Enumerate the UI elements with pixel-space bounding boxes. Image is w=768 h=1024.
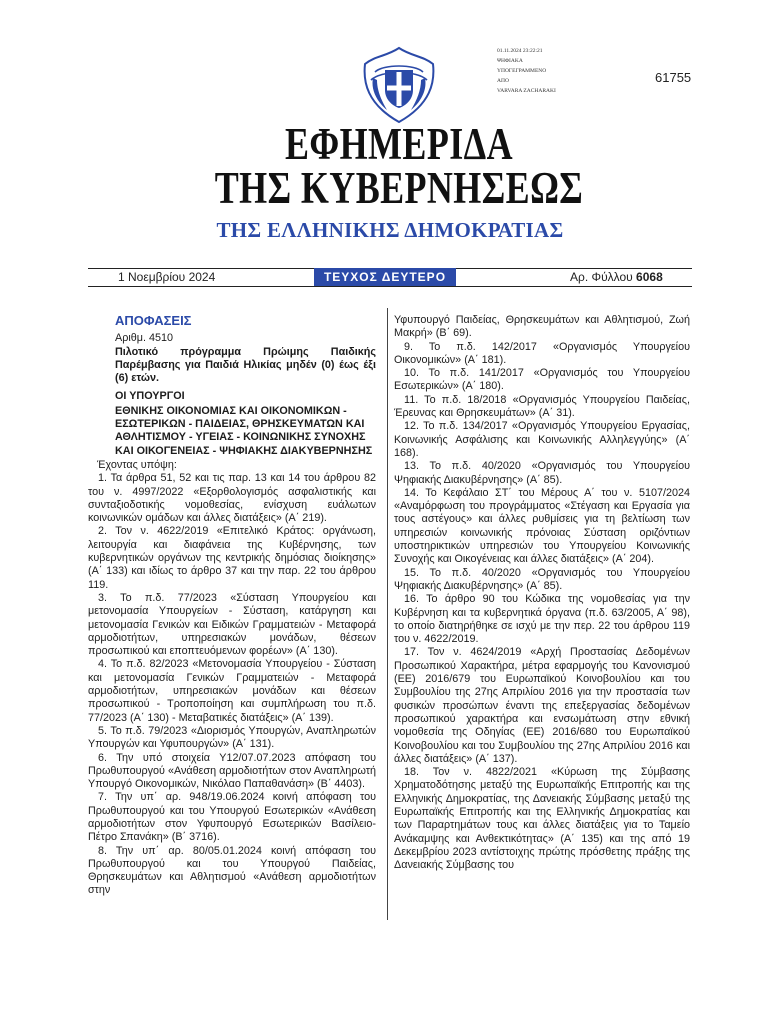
preamble-paragraph: 7. Την υπ΄ αρ. 948/19.06.2024 κοινή απόφαση του Πρωθυπουργού και του Υπουργού Εσωτερικών «Ανάθεση αρμοδιοτήτων στον Υφυπουργό Εσωτερικών Βασίλειο-Πέτρο Σπανάκη» (Β΄ 3716). (88, 791, 376, 844)
sheet-label: Αρ. Φύλλου (570, 270, 633, 284)
right-column (394, 314, 690, 872)
sheet-number (570, 270, 663, 284)
section-heading: ΑΠΟΦΑΣΕΙΣ (115, 313, 192, 328)
signature-line: ΨΗΦΙΑΚΑ (497, 58, 523, 64)
preamble-paragraph: 17. Τον ν. 4624/2019 «Αρχή Προστασίας Δεδομένων Προσωπικού Χαρακτήρα, μέτρα εφαρμογής του Κανονισμού (ΕΕ) 2016/679 του Ευρωπαϊκού Κοινοβουλίου και του Συμβουλίου της 27ης Απριλίου 2016 για την προστασία των φυσικών προσώπων έναντι της επεξεργασίας δεδομένων προσωπικού χαρακτήρα και ενσωμάτωση στην εθνική νομοθεσία της Οδηγίας (ΕΕ) 2016/680 του Ευρωπαϊκού Κοινοβουλίου και του Συμβουλίου της 27ης Απριλίου 2016 και άλλες διατάξεις» (Α΄ 137). (394, 646, 690, 765)
gazette-title-line-2: ΤΗΣ ΚΥΒΕΡΝΗΣΕΩΣ (214, 163, 584, 213)
decision-title: Πιλοτικό πρόγραμμα Πρώιμης Παιδικής Παρέμβασης για Παιδιά Ηλικίας μηδέν (0) έως έξι (6) ετών. (115, 345, 376, 385)
issue-date: 1 Νοεμβρίου 2024 (118, 270, 216, 284)
page-number: 61755 (655, 70, 692, 85)
column-divider (387, 308, 388, 920)
preamble-paragraph: 9. Το π.δ. 142/2017 «Οργανισμός Υπουργείου Οικονομικών» (Α΄ 181). (394, 340, 690, 366)
preamble-paragraph: 14. Το Κεφάλαιο ΣΤ΄ του Μέρους Α΄ του ν. 5107/2024 «Αναμόρφωση του προγράμματος «Στέγαση και Εργασία για τους αστέγους» και άλλες ρυθμίσεις για τη βελτίωση των υπηρεσιών κοινωνικής πρόνοιας Σύσταση οριζόντιων υποστηρικτικών υπηρεσιών του Υπουργείου Κοινωνικής Συνοχής και Οικογένειας και άλλες διατάξεις» (Α΄ 204). (394, 486, 690, 566)
preamble-paragraph: 3. Το π.δ. 77/2023 «Σύσταση Υπουργείου και μετονομασία Υπουργείων - Σύσταση, κατάργηση και μετονομασία Γενικών και Ειδικών Γραμματειών - Μεταφορά αρμοδιοτήτων, υπηρεσιακών μονάδων, θέσεων προσωπικού και εποπτευόμενων φορέων» (Α΄ 130). (88, 591, 376, 658)
preamble-paragraph: 6. Την υπό στοιχεία Υ12/07.07.2023 απόφαση του Πρωθυπουργού «Ανάθεση αρμοδιοτήτων στον Αναπληρωτή Υπουργό Οικονομικών, Νικόλαο Παπαθανάση» (Β΄ 4403). (88, 751, 376, 791)
preamble-paragraph: 12. Το π.δ. 134/2017 «Οργανισμός Υπουργείου Εργασίας, Κοινωνικής Ασφάλισης και Κοινωνικής Αλληλεγγύης» (Α΄ 168). (394, 420, 690, 459)
preamble-paragraph: 13. Το π.δ. 40/2020 «Οργανισμός του Υπουργείου Ψηφιακής Διακυβέρνησης» (Α΄ 85). (394, 460, 690, 486)
preamble-paragraph: 18. Τον ν. 4822/2021 «Κύρωση της Σύμβασης Χρηματοδότησης μεταξύ της Ευρωπαϊκής Επιτροπής και της Ελληνικής Δημοκρατίας, της Δανειακής Σύμβασης μεταξύ της Ευρωπαϊκής Επιτροπής και της Ελληνικής Δημοκρατίας και των Παραρτημάτων τους και άλλες διατάξεις για το Ταμείο Ανάκαμψης και Ανθεκτικότητας» (Α΄ 135) και της από 19 Δεκεμβρίου 2023 αντίστοιχης πρώτης πρόσθετης πράξης της Δανειακής Σύμβασης του (394, 766, 690, 872)
preamble-paragraph: 16. Το άρθρο 90 του Κώδικα της νομοθεσίας για την Κυβέρνηση και τα κυβερνητικά όργανα (π.δ. 63/2005, Α΄ 98), το οποίο διατηρήθηκε σε ισχύ με την περ. 22 του άρθρου 119 του ν. 4622/2019. (394, 593, 690, 646)
preamble-paragraph: 4. Το π.δ. 82/2023 «Μετονομασία Υπουργείου - Σύσταση και μετονομασία Γενικών Γραμματειών - Μεταφορά αρμοδιοτήτων, υπηρεσιακών μονάδων και θέσεων προσωπικού - Τροποποίηση και συμπλήρωση του π.δ. 77/2023 (Α΄ 130) - Μεταβατικές διατάξεις» (Α΄ 139). (88, 658, 376, 724)
gazette-title-line-1: ΕΦΗΜΕΡΙΔΑ (284, 119, 514, 169)
ministries-list: ΕΘΝΙΚΗΣ ΟΙΚΟΝΟΜΙΑΣ ΚΑΙ ΟΙΚΟΝΟΜΙΚΩΝ - ΕΣΩΤΕΡΙΚΩΝ - ΠΑΙΔΕΙΑΣ, ΘΡΗΣΚΕΥΜΑΤΩΝ ΚΑΙ ΑΘΛΗΤΙΣΜΟΥ - ΥΓΕΙΑΣ - ΚΟΙΝΩΝΙΚΗΣ ΣΥΝΟΧΗΣ ΚΑΙ ΟΙΚΟΓΕΝΕΙΑΣ - ΨΗΦΙΑΚΗΣ ΔΙΑΚΥΒΕΡΝΗΣΗΣ (115, 404, 373, 457)
header-rule-bottom (88, 286, 692, 287)
digital-signature-stamp (497, 46, 556, 96)
preamble-paragraph: 1. Τα άρθρα 51, 52 και τις παρ. 13 και 14 του άρθρου 82 του ν. 4997/2022 «Εξορθολογισμός ασφαλιστικής και συνταξιοδοτικής νομοθεσίας, ενίσχυση ευάλωτων κοινωνικών ομάδων και άλλες διατάξεις» (Α΄ 219). (88, 472, 376, 525)
preamble-paragraph: 15. Το π.δ. 40/2020 «Οργανισμός του Υπουργείου Ψηφιακής Διακυβέρνησης» (Α΄ 85). (394, 566, 690, 592)
preamble-continuation: Υφυπουργό Παιδείας, Θρησκευμάτων και Αθλητισμού, Ζωή Μακρή» (Β΄ 69). (394, 314, 690, 340)
decision-number: Αριθμ. 4510 (115, 332, 173, 345)
signature-line: 01.11.2024 23:22:21 (497, 48, 543, 54)
signature-line: ΥΠΟΓΕΓΡΑΜΜΕΝΟ (497, 68, 547, 74)
ministers-heading: ΟΙ ΥΠΟΥΡΓΟΙ (115, 390, 185, 403)
preamble-paragraph: 8. Την υπ΄ αρ. 80/05.01.2024 κοινή απόφαση του Πρωθυπουργού και του Υπουργού Παιδείας, Θρησκευμάτων και Αθλητισμού «Ανάθεση αρμοδιοτήτων στην (88, 844, 376, 897)
signature-line: VARVARA ZACHARAKI (497, 88, 556, 94)
preamble-intro: Έχοντας υπόψη: (97, 458, 177, 471)
preamble-paragraph: 2. Τον ν. 4622/2019 «Επιτελικό Κράτος: οργάνωση, λειτουργία και διαφάνεια της Κυβέρνησης, των κυβερνητικών οργάνων της κεντρικής δημόσιας διοίκησης» (Α΄ 133) και ιδίως το άρθρο 37 και την παρ. 22 του άρθρου 119. (88, 525, 376, 591)
greek-coat-of-arms-icon (357, 42, 441, 126)
signature-line: ΑΠΟ (497, 78, 509, 84)
left-column (88, 314, 376, 898)
preamble-paragraph: 11. Το π.δ. 18/2018 «Οργανισμός Υπουργείου Παιδείας, Έρευνας και Θρησκευμάτων» (Α΄ 31). (394, 393, 690, 420)
sheet-number-value: 6068 (636, 270, 663, 284)
issue-badge: ΤΕΥΧΟΣ ΔΕΥΤΕΡΟ (314, 268, 456, 286)
preamble-paragraph: 5. Το π.δ. 79/2023 «Διορισμός Υπουργών, Αναπληρωτών Υπουργών και Υφυπουργών» (Α΄ 131). (88, 724, 376, 751)
preamble-paragraph: 10. Το π.δ. 141/2017 «Οργανισμός του Υπουργείου Εσωτερικών» (Α΄ 180). (394, 367, 690, 393)
gazette-subtitle: ΤΗΣ ΕΛΛΗΝΙΚΗΣ ΔΗΜΟΚΡΑΤΙΑΣ (216, 218, 564, 242)
